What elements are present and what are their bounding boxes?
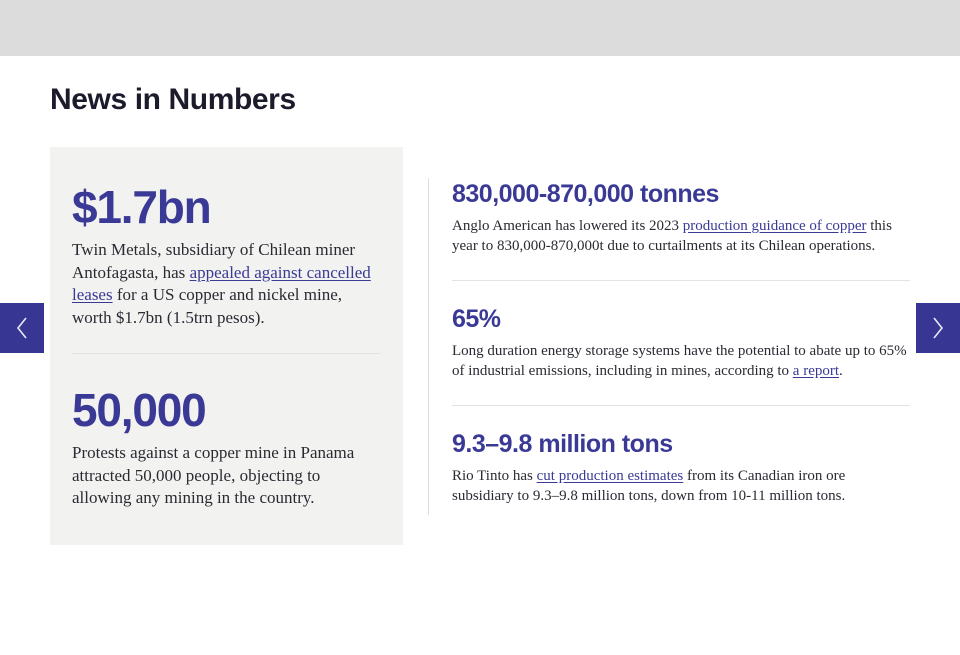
column-divider xyxy=(428,178,429,515)
stat-description xyxy=(452,466,910,506)
stat-description xyxy=(452,341,910,381)
top-banner-bar xyxy=(0,0,960,56)
secondary-stats-list xyxy=(452,178,910,506)
stat-number: 830,000-870,000 tonnes xyxy=(452,180,719,208)
stat-description xyxy=(452,216,910,256)
row-divider xyxy=(452,405,910,406)
stat-text-before-link: Protests against a copper mine in Panama attracted 50,000 people, objecting to allowing any mining in the country. xyxy=(72,443,355,507)
stat-number: 9.3–9.8 million tons xyxy=(452,430,673,458)
stat-number: $1.7bn xyxy=(72,181,211,233)
stat-text-before-link: Rio Tinto has xyxy=(452,468,537,484)
featured-stat-item xyxy=(72,384,380,510)
stat-text-after-link: . xyxy=(839,363,843,379)
stat-description xyxy=(72,239,380,329)
stat-text-after-link: this year to 830,000-870,000t due to curtailments at its Chilean operations. xyxy=(452,218,892,254)
stat-inline-link[interactable]: production guidance of copper xyxy=(682,218,867,234)
stat-inline-link[interactable]: cut production estimates xyxy=(536,468,684,484)
stat-text-before-link: Anglo American has lowered its 2023 xyxy=(452,218,683,234)
stat-inline-link[interactable]: a report xyxy=(792,363,840,379)
secondary-stat-item xyxy=(452,428,910,506)
featured-stats-card xyxy=(50,147,403,545)
stat-text-before-link: Long duration energy storage systems have the potential to abate up to 65% of industrial emissions, including in mines, according to xyxy=(452,343,907,379)
carousel-previous-button[interactable] xyxy=(0,303,44,353)
chevron-left-icon xyxy=(15,316,29,340)
stat-number: 65% xyxy=(452,305,501,333)
stat-text-after-link: for a US copper and nickel mine, worth $1.7bn (1.5trn pesos). xyxy=(72,285,343,327)
secondary-stat-item xyxy=(452,303,910,381)
featured-stat-item xyxy=(72,181,380,329)
page-title: News in Numbers xyxy=(50,83,296,116)
row-divider xyxy=(452,280,910,281)
chevron-right-icon xyxy=(931,316,945,340)
stat-inline-link[interactable]: appealed against cancelled leases xyxy=(72,262,371,304)
card-divider xyxy=(72,353,380,354)
stat-number: 50,000 xyxy=(72,384,206,436)
stat-text-after-link: from its Canadian iron ore subsidiary to 9.3–9.8 million tons, down from 10-11 million tons. xyxy=(452,468,846,504)
stat-description xyxy=(72,442,380,510)
stat-text-before-link: Twin Metals, subsidiary of Chilean miner Antofagasta, has xyxy=(72,240,356,282)
carousel-next-button[interactable] xyxy=(916,303,960,353)
secondary-stat-item xyxy=(452,178,910,256)
